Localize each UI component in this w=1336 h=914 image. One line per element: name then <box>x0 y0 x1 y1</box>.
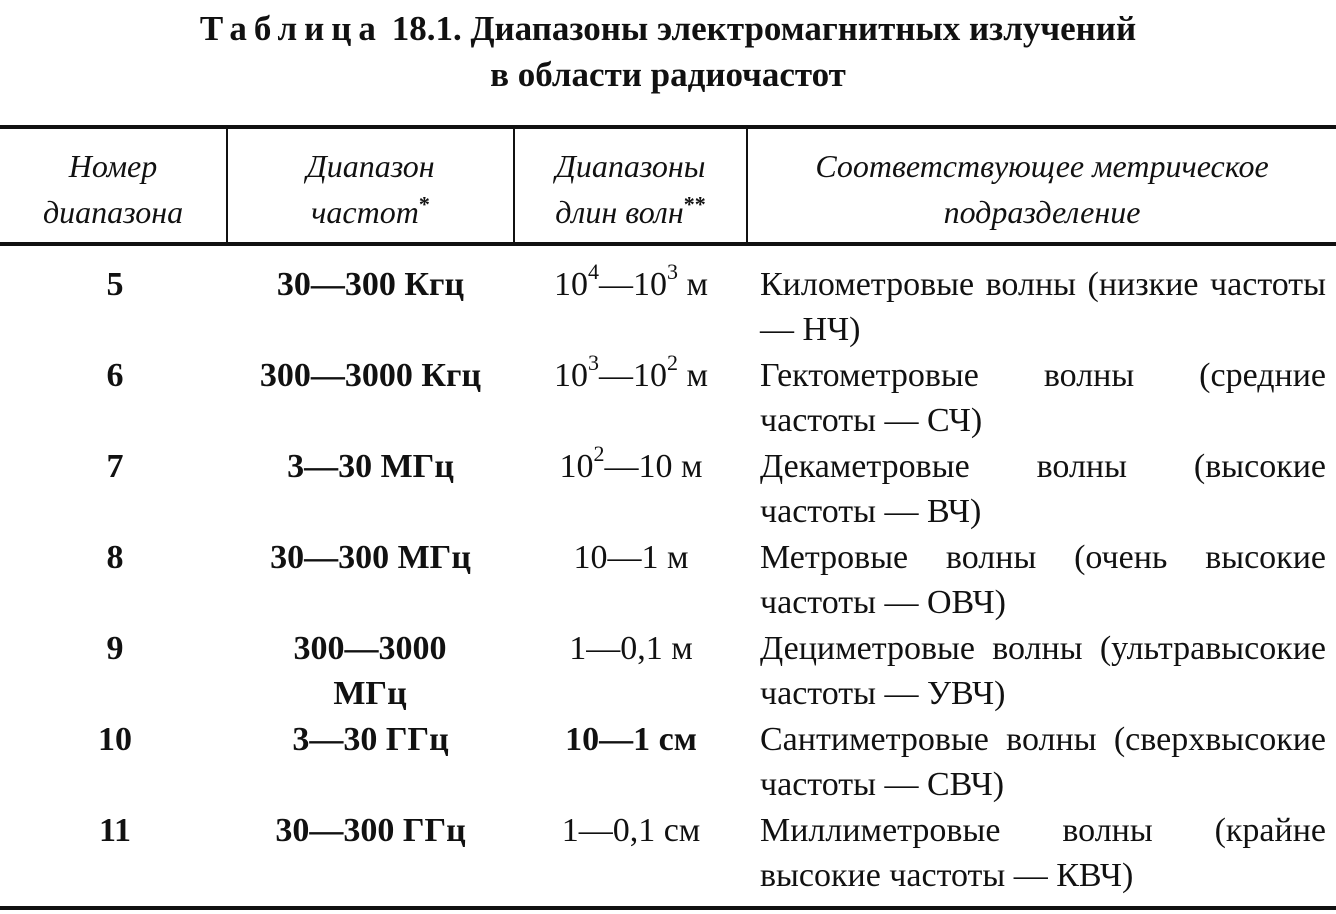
header-text: Соответствующее метрическое <box>815 148 1269 184</box>
wave-separator: — <box>598 266 633 303</box>
caption-line-1 <box>0 6 1336 52</box>
table-top-rule <box>0 125 1336 129</box>
cell-subdivision: Дециметровые волны (ультравысокие частоты — УВЧ) <box>760 630 1326 712</box>
wave-unit: м <box>677 357 708 394</box>
cell-frequency: 300—3000 МГц <box>293 630 447 712</box>
wave-base: 10 <box>632 266 667 303</box>
cell-wavelength <box>515 440 747 489</box>
header-text: диапазона <box>42 194 184 230</box>
header-text: Номер <box>68 148 158 184</box>
cell-band-number: 6 <box>106 357 124 394</box>
table-row <box>0 258 1336 353</box>
table-caption <box>0 6 1336 98</box>
cell-subdivision: Метровые волны (очень высокие частоты — ОВЧ) <box>760 539 1326 621</box>
wave-base: 10 <box>559 448 594 485</box>
wave-exponent: 2 <box>666 349 678 375</box>
wave-exponent: 3 <box>587 349 599 375</box>
wave-separator: — <box>598 357 633 394</box>
table-row <box>0 808 1336 899</box>
cell-band-number: 11 <box>98 812 132 849</box>
wave-rest: —10 м <box>604 448 703 485</box>
wave-base: 10 <box>632 357 667 394</box>
cell-wavelength <box>515 349 747 398</box>
wave-base: 10 <box>553 266 588 303</box>
cell-wavelength: 1—0,1 см <box>561 812 701 849</box>
table-row <box>0 440 1336 535</box>
header-text: подразделение <box>943 194 1141 230</box>
table-body <box>0 258 1336 899</box>
table-bottom-rule <box>0 906 1336 910</box>
cell-frequency: 3—30 МГц <box>287 448 454 485</box>
cell-wavelength: 10—1 м <box>573 539 689 576</box>
cell-band-number: 5 <box>106 266 124 303</box>
cell-frequency: 300—3000 Кгц <box>259 357 482 394</box>
wave-exponent: 3 <box>666 258 678 284</box>
header-wavelength-range <box>515 141 746 237</box>
header-text: длин волн <box>555 194 684 230</box>
cell-subdivision: Миллиметровые волны (крайне высокие частоты — КВЧ) <box>760 812 1326 894</box>
footnote-mark: ** <box>683 191 706 217</box>
table-row <box>0 717 1336 808</box>
wave-unit: м <box>677 266 708 303</box>
caption-number: 18.1. <box>391 9 462 48</box>
cell-frequency: 30—300 МГц <box>270 539 471 576</box>
cell-band-number: 7 <box>106 448 124 485</box>
cell-wavelength: 10—1 см <box>565 721 697 758</box>
wave-exponent: 2 <box>593 440 605 466</box>
cell-subdivision: Сантиметровые волны (сверхвысокие частоты — СВЧ) <box>760 721 1326 803</box>
header-text: частот <box>311 194 419 230</box>
header-metric-subdivision <box>748 141 1336 237</box>
cell-wavelength <box>515 258 747 307</box>
cell-subdivision: Километровые волны (низкие частоты — НЧ) <box>760 266 1326 348</box>
cell-frequency: 30—300 Кгц <box>276 266 465 303</box>
caption-title-2: в области радиочастот <box>490 55 846 94</box>
table-header-rule <box>0 242 1336 246</box>
cell-subdivision: Декаметровые волны (высокие частоты — ВЧ) <box>760 448 1326 530</box>
wave-exponent: 4 <box>587 258 599 284</box>
caption-title-1: Диапазоны электромагнитных излучений <box>470 9 1137 48</box>
cell-wavelength: 1—0,1 м <box>569 630 693 667</box>
table-row <box>0 349 1336 444</box>
table-row <box>0 626 1336 717</box>
cell-band-number: 10 <box>98 721 132 758</box>
cell-band-number: 9 <box>106 630 124 667</box>
header-text: Диапазоны <box>555 148 706 184</box>
header-band-number <box>0 141 226 237</box>
header-frequency-range <box>228 141 513 237</box>
table-row <box>0 535 1336 626</box>
cell-frequency: 30—300 ГГц <box>275 812 466 849</box>
cell-band-number: 8 <box>106 539 124 576</box>
wave-base: 10 <box>553 357 588 394</box>
caption-label: Таблица <box>199 9 383 48</box>
cell-subdivision: Гектометровые волны (средние частоты — СЧ) <box>760 357 1326 439</box>
footnote-mark: * <box>418 191 430 217</box>
header-text: Диапазон <box>306 148 435 184</box>
cell-frequency: 3—30 ГГц <box>292 721 449 758</box>
